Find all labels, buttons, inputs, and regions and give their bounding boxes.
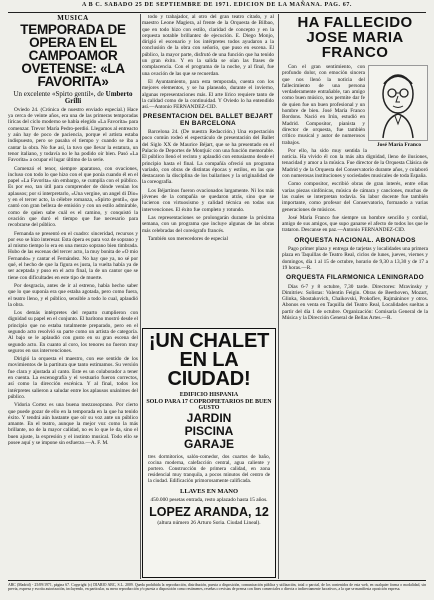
ad-address-detail: (altura número 26 Arturo Soria. Ciudad Lineal).: [157, 520, 261, 526]
opera-article: [8, 14, 138, 584]
paragraph: Por desgracia, antes de ir al estreno, había hecho saber que lo que suponía era que estaba agotada, pero como fuera, el teatro lleno, y el público, sensible a todo lo cual, aplaudió la obra.: [8, 282, 138, 308]
ad-building: EDIFICIO HISPANIA: [179, 392, 239, 398]
opera-article-continued: [142, 14, 274, 324]
copyright-footer: ABC (Madrid) - 25/09/1971, página 67. Copyright (c) DIARIO ABC, S.L. 2009. Queda prohibida la reproducción, distribución, puesta a disposición, comunicación pública y utilización, total o parcial, de los contenidos de esta web, en cualquier forma o modalidad, sin previa, expresa y escrita autorización, incluyendo, en particular, su mera reproducción y/o puesta a disposición como resúmenes, reseñas o revistas de prensa con fines comerciales o directa o indirectamente lucrativos, a la que se manifiesta oposición expresa.: [8, 583, 426, 592]
obituary-article: [282, 14, 428, 584]
chalet-advertisement: [142, 328, 276, 578]
paragraph: Barcelona 24. (De nuestra Redacción.) Una expectación poco común rodeó el espectáculo de presentación del Ballet del Siglo XX de Maurice Béjart, que se ha presentado en el Palacio de Deportes de Montjuïc con una función memorable. El público llenó el recinto y aplaudió con entusiasmo desde el principio hasta el final. La compañía ofreció un programa variado, con obras de distintas épocas y estilos, en las que destacaron la disciplina de los bailarines y la originalidad de la coreografía.: [142, 129, 274, 186]
ad-headline: ¡UN CHALET EN LA CIUDAD!: [148, 330, 270, 390]
orchestra-headline: ORQUESTA NACIONAL. ABONADOS: [294, 236, 416, 244]
ad-description: tres dormitorios, salón-comedor, dos cuartos de baño, cocina moderna, calefacción central, agua caliente y portero. Construcción de primera calidad, en zona residencial muy tranquila, a pocos minutos del centro de la ciudad. Edificación primorosamente calificada.: [148, 454, 270, 484]
paragraph: Los demás intérpretes del reparto cumplieron con dignidad su papel en el conjunto. El barítono mostró desde el principio que no estaba totalmente preparado, pero en el segundo acto resolvió su parte como un artista de categoría. Al bajo se le aplaudió con gusto en su gran escena del segundo acto. En cuanto al coro, los tenores no fueron muy seguros en sus intervenciones.: [8, 310, 138, 354]
column-divider: [278, 14, 279, 579]
paragraph: También son merecedores de especial: [148, 235, 228, 242]
ad-feature: GARAJE: [183, 437, 234, 451]
article-subhead: [8, 91, 138, 104]
paragraph: Dirigió la orquesta el maestro, con ese sentido de los movimientos de la partitura que tanto estimamos. Su versión fue clara y ajustada al canto. Este es un colaborador a tener en cuenta. La escenografía y el vestuario fueron correctos, así como la dirección escénica. Y al final, todos los intérpretes salieron a saludar entre los aplausos unánimes del público.: [8, 356, 138, 400]
ad-promo: SOLO PARA 17 COPROPIETARIOS DE BUEN GUSTO: [146, 399, 272, 411]
subhead-text: Un excelente «Spirto gentil», de: [13, 90, 106, 99]
ad-feature: PISCINA: [184, 424, 234, 438]
portrait-caricature: [368, 65, 428, 141]
portrait-caption: José María Franco: [376, 142, 422, 148]
paragraph: Como compositor, escribió obras de gran interés, entre ellas varias piezas sinfónicas, música de cámara y canciones, muchas de las cuales se interpretan todavía. Su labor docente fue también importante, como profesor del Conservatorio, formando a varias generaciones de músicos.: [282, 181, 428, 213]
paragraph: Comenzó el tenor, siempre aparatoso, con ovaciones, incluso con todo lo que hizo con el que ponía cuando él en el papel «La Favorita» sin embargo, se cumplía con el público. Es por eso, tan útil para comprender de dónde venían los aplausos; por si interpretarlo, «Una vergine, un angel di Dio» y en el tercer acto, la célebre romanza, «Spirto gentil», que cantó con gran belleza de emisión y con un estilo admirable, como de quien sabe cuál es el camino, y conquistó la ovación que duró el tiempo que fue necesario para recobrarse del público.: [8, 165, 138, 229]
portrait-drawing: [369, 66, 427, 140]
paragraph: El Ayuntamiento, para esta temporada, cuenta con los mejores elementos, y se ha planeado, durante el invierno, algunas representaciones más. El arte lírico requiere tanto de la calidad como de la continuidad. Y Oviedo lo ha entendido así.—Antonio FERNANDEZ-CID.: [142, 78, 274, 111]
section-label: MUSICA: [57, 14, 89, 22]
paragraph: Oviedo 24. (Crónica de nuestro enviado especial.) Hace ya cerca de veinte años, era una de las primeras temporadas líricas del ciclo moderno se había elegido «La Favorita» para comenzar. Trevor María Pedro-perdió. Llegamos al entreacto y aún hay de poco de paciencia, porque el artista estaba indispuesto, pero se pasaba el tiempo y cuando se iba a cantar la obra. No fue así, la tuvo que llevar la estatura, un tenor italiano, y todavía no le ha podido oír bien. Pasó «La Favorita» a ocupar el lugar último de la serie.: [8, 106, 138, 164]
paragraph: Fernanda se presentó en el cuadro: sinceridad, recursos y por eso se hizo interesar. Esta ópera es para voz de soprano y al mismo tiempo lo era en una mezzo soprano bien timbrada. Hubo de las escenas del tercer acto, la muy bonita de «O mio Fernando» y cantar el Fernández. No hay que ya, no sé por qué, el hecho de que la figura es justa, la vuelta había ya de ser aceptada y puso en el acto final, la de un cantor que se tiene con dificultades en este tipo de muerte.: [8, 230, 138, 281]
paragraph: Con el gran sentimiento, con profundo dolor, con emoción sincera que nos llenó la noticia del fallecimiento de una persona verdaderamente entrañable, tan amigo como buen músico, nos permite dar fe de quien fue un buen profesional y un hombre de bien. José María Franco Bordons. Nació en Irún, estudió en Madrid. Compositor, pianista y director de orquesta, fue también crítico musical y autor de numerosos trabajos.: [282, 64, 365, 146]
paragraph: Las representaciones se prolongarán durante la próxima semana, con un programa que incluye algunas de las obras más celebradas del coreógrafo francés.: [142, 214, 274, 234]
ad-feature: JARDIN: [186, 411, 232, 425]
column-divider: [140, 14, 141, 579]
paragraph: todo y trabajador, al otro del gran teatro citado, y al maestro Leone Magiera, al frente de la Orquesta de Bilbao, que en todo hizo con estilo, claridad de concepto y en la orquesta notable brillantez de ejecución. E. Diego Monjo, dirigió el escenario y los intérpretes todos ayudaron a la conclusión de la obra con señorío, que puso en escena. El público, la mayor parte, disfrutó de una función que ha tenido un gran éxito. Y en la salida se oían las frases de complacencia. Con el programa de la noche, y al final, fue una ovación de las que se recuerdan.: [142, 14, 274, 77]
leningrad-headline: ORQUESTA FILARMONICA LENINGRADO: [286, 274, 424, 282]
paragraph: Los Béjartinos fueron ovacionados largamente. Ni los más jóvenes de la compañía se quedaron atrás, sino que se lucieron con virtuosismo y calidad técnica en todas sus intervenciones. El éxito fue completo y rotundo.: [142, 187, 274, 213]
article-headline: TEMPORADA DE OPERA EN EL CAMPOAMOR OVETENSE: «LA FAVORITA»: [20, 22, 126, 90]
page-header: A B C. SABADO 25 DE SEPTIEMBRE DE 1971. EDICION DE LA MAÑANA. PAG. 67.: [81, 2, 353, 8]
footer-rule: [8, 580, 426, 581]
ad-keys: LLAVES EN MANO: [179, 488, 239, 495]
paragraph: Vidoria Cortez es una buena mezzosoprano. Por cierto que puede gozar de ello en la temporada en la que ha tenido éxito. Y tendrá aún bastante que oír su voz ante un público amante. En el teatro, aunque la mejor voz como la más brillante, no de la mayor calidad, no es lo que le da, sino el buen ajuste, la expresión y el instinto musical. Todo ello se posee aquí y se impone sin esfuerzo.—A. F. M.: [8, 402, 138, 447]
ballet-headline: PRESENTACION DEL BALLET BEJART EN BARCELONA: [142, 113, 274, 127]
paragraph: José María Franco fue siempre un hombre sencillo y cordial, amigo de sus amigos, que supo ganarse el afecto de todos los que le trataron. Descanse en paz.—Antonio FERNANDEZ-CID.: [282, 214, 428, 234]
paragraph: Pago primer plazo y entrega de tarjetas y localidades una primera plaza en Taquillas de Teatro Real, ciclos de lunes, jueves, viernes y domingos, día 1 al 15 de octubre, horario de 9,30 a 13,30 y de 17 a 19 horas.—R.: [282, 246, 428, 271]
ad-price-info: 450.000 pesetas entrada, resto aplazado hasta 15 años.: [150, 497, 268, 503]
paragraph: Días 6-7 y 8 octubre, 7,30 tarde. Directores: Mravinsky y Dimitriev. Solistas: Valentín Feigin. Obras de Beethoven, Mozart, Glinka, Shostakovich, Chaikovski, Prokofiev, Rajmáninov y otros. Abonos en venta en Taquilla del Teatro Real, Localidades sueltas a partir del día 1 de octubre. Organización: Comisaría General de la Música y la Dirección General de Bellas Artes.—R.: [282, 283, 428, 321]
paragraph: Por ello, ha sido muy sentida la noticia. Ha vivido él con la más alta dignidad, lleno de ilusiones, tenacidad y amor a la música. Fue director de la Orquesta Clásica de Madrid y de la Orquesta del Conservatorio durante años, y colaboró con numerosas instituciones y sociedades musicales de toda España.: [282, 147, 428, 180]
ad-address: LOPEZ ARANDA, 12: [149, 505, 269, 519]
subhead-author: Umberto Grilli: [64, 90, 133, 105]
header-rule: [8, 12, 426, 13]
obituary-headline: HA FALLECIDO JOSE MARIA FRANCO: [297, 14, 413, 61]
